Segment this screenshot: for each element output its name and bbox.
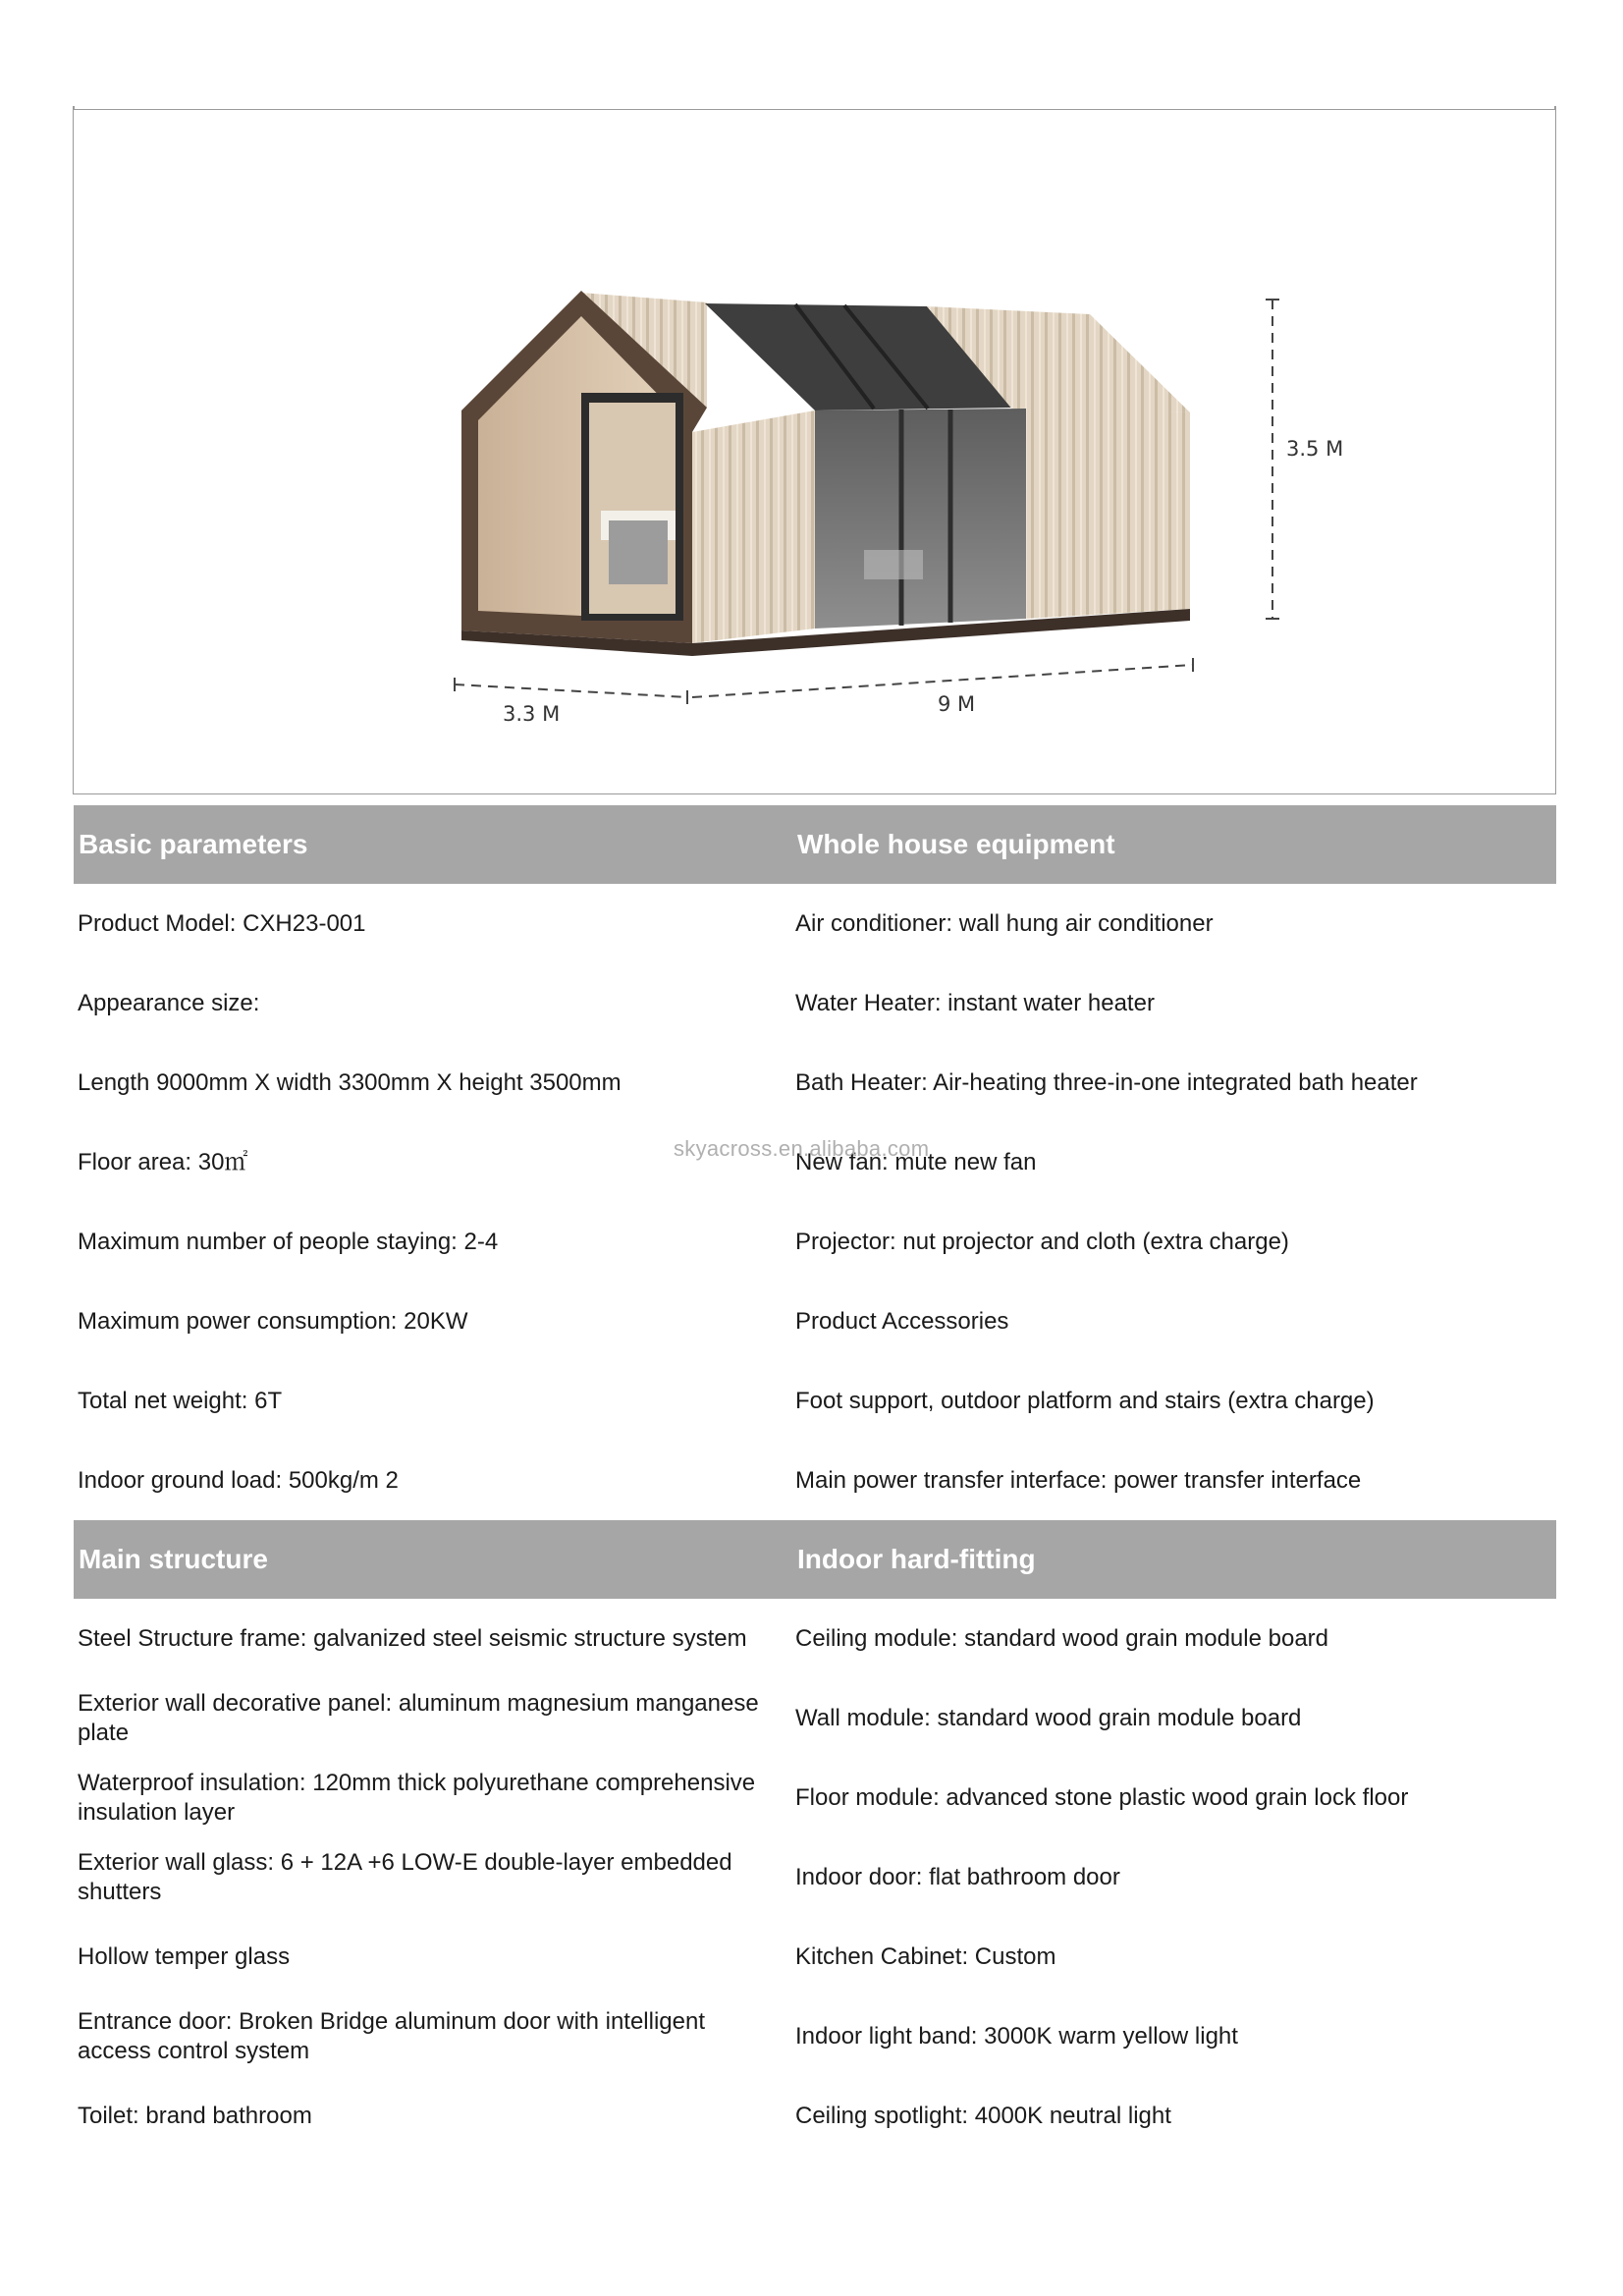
spec-cell: Appearance size:: [78, 989, 260, 1016]
section-header: [74, 805, 1556, 884]
cabin-illustration: [0, 0, 1623, 805]
spec-cell: Water Heater: instant water heater: [795, 989, 1155, 1016]
table-row: [74, 1678, 1556, 1758]
spec-cell: Ceiling module: standard wood grain module board: [795, 1624, 1328, 1652]
side-wall-left: [692, 410, 815, 643]
spec-cell: Kitchen Cabinet: Custom: [795, 1942, 1056, 1970]
spec-cell: Indoor ground load: 500kg/m 2: [78, 1466, 399, 1494]
spec-cell: Projector: nut projector and cloth (extra charge): [795, 1228, 1289, 1255]
glass-wall: [815, 409, 1026, 629]
spec-cell: Product Model: CXH23-001: [78, 909, 366, 937]
section-title-left: Basic parameters: [79, 829, 308, 859]
spec-cell: Indoor light band: 3000K warm yellow light: [795, 2022, 1238, 2050]
table-row: [74, 1599, 1556, 1678]
table-row: [74, 1282, 1556, 1361]
spec-cell: Steel Structure frame: galvanized steel seismic structure system: [78, 1624, 747, 1652]
spec-cell: Floor area: 30㎡: [78, 1148, 248, 1175]
spec-cell: Waterproof insulation: 120mm thick polyurethane comprehensive insulation layer: [78, 1769, 756, 1826]
spec-cell: Wall module: standard wood grain module board: [795, 1704, 1302, 1731]
table-row: [74, 1361, 1556, 1441]
height-dimension-label: 3.5 M: [1286, 437, 1344, 461]
spec-cell: Exterior wall decorative panel: aluminum magnesium manganese plate: [78, 1689, 759, 1746]
spec-cell: Maximum number of people staying: 2-4: [78, 1228, 499, 1255]
table-row: [74, 1837, 1556, 1917]
table-row: [74, 1917, 1556, 1996]
spec-cell: New fan: mute new fan: [795, 1148, 1037, 1175]
main-structure-section: [74, 1520, 1556, 2156]
section-header: [74, 1520, 1556, 1599]
spec-cell: Main power transfer interface: power transfer interface: [795, 1466, 1362, 1494]
spec-cell: Bath Heater: Air-heating three-in-one integrated bath heater: [795, 1068, 1418, 1096]
spec-cell: Maximum power consumption: 20KW: [78, 1307, 468, 1335]
spec-cell: Entrance door: Broken Bridge aluminum door with intelligent access control system: [78, 2007, 706, 2064]
section-title-right: Whole house equipment: [797, 829, 1115, 859]
spec-cell: Foot support, outdoor platform and stairs (extra charge): [795, 1387, 1375, 1414]
table-row: [74, 1441, 1556, 1520]
spec-cell: Product Accessories: [795, 1307, 1009, 1335]
table-row: [74, 1758, 1556, 1837]
length-dimension-label: 9 M: [938, 692, 976, 716]
side-wall-right: [1026, 409, 1190, 619]
watermark-text: skyacross.en.alibaba.com: [674, 1136, 930, 1161]
spec-cell: Air conditioner: wall hung air conditioner: [795, 909, 1214, 937]
table-row: [74, 884, 1556, 963]
spec-cell: Length 9000mm X width 3300mm X height 3500mm: [78, 1068, 622, 1096]
table-row: [74, 1202, 1556, 1282]
table-row: [74, 1043, 1556, 1122]
section-title-right: Indoor hard-fitting: [797, 1544, 1036, 1574]
table-row: [74, 963, 1556, 1043]
spec-cell: Hollow temper glass: [78, 1942, 291, 1970]
basic-parameters-section: [74, 805, 1556, 1520]
spec-cell: Toilet: brand bathroom: [78, 2102, 312, 2129]
spec-cell: Total net weight: 6T: [78, 1387, 283, 1414]
section-title-left: Main structure: [79, 1544, 268, 1574]
spec-cell: Ceiling spotlight: 4000K neutral light: [795, 2102, 1171, 2129]
spec-cell: Exterior wall glass: 6 + 12A +6 LOW-E double-layer embedded shutters: [78, 1848, 732, 1905]
table-row: [74, 1996, 1556, 2076]
table-row: [74, 2076, 1556, 2156]
spec-cell: Floor module: advanced stone plastic wood grain lock floor: [795, 1783, 1409, 1811]
table-row: [74, 1122, 1556, 1202]
width-dimension-label: 3.3 M: [503, 702, 561, 726]
spec-cell: Indoor door: flat bathroom door: [795, 1863, 1120, 1890]
